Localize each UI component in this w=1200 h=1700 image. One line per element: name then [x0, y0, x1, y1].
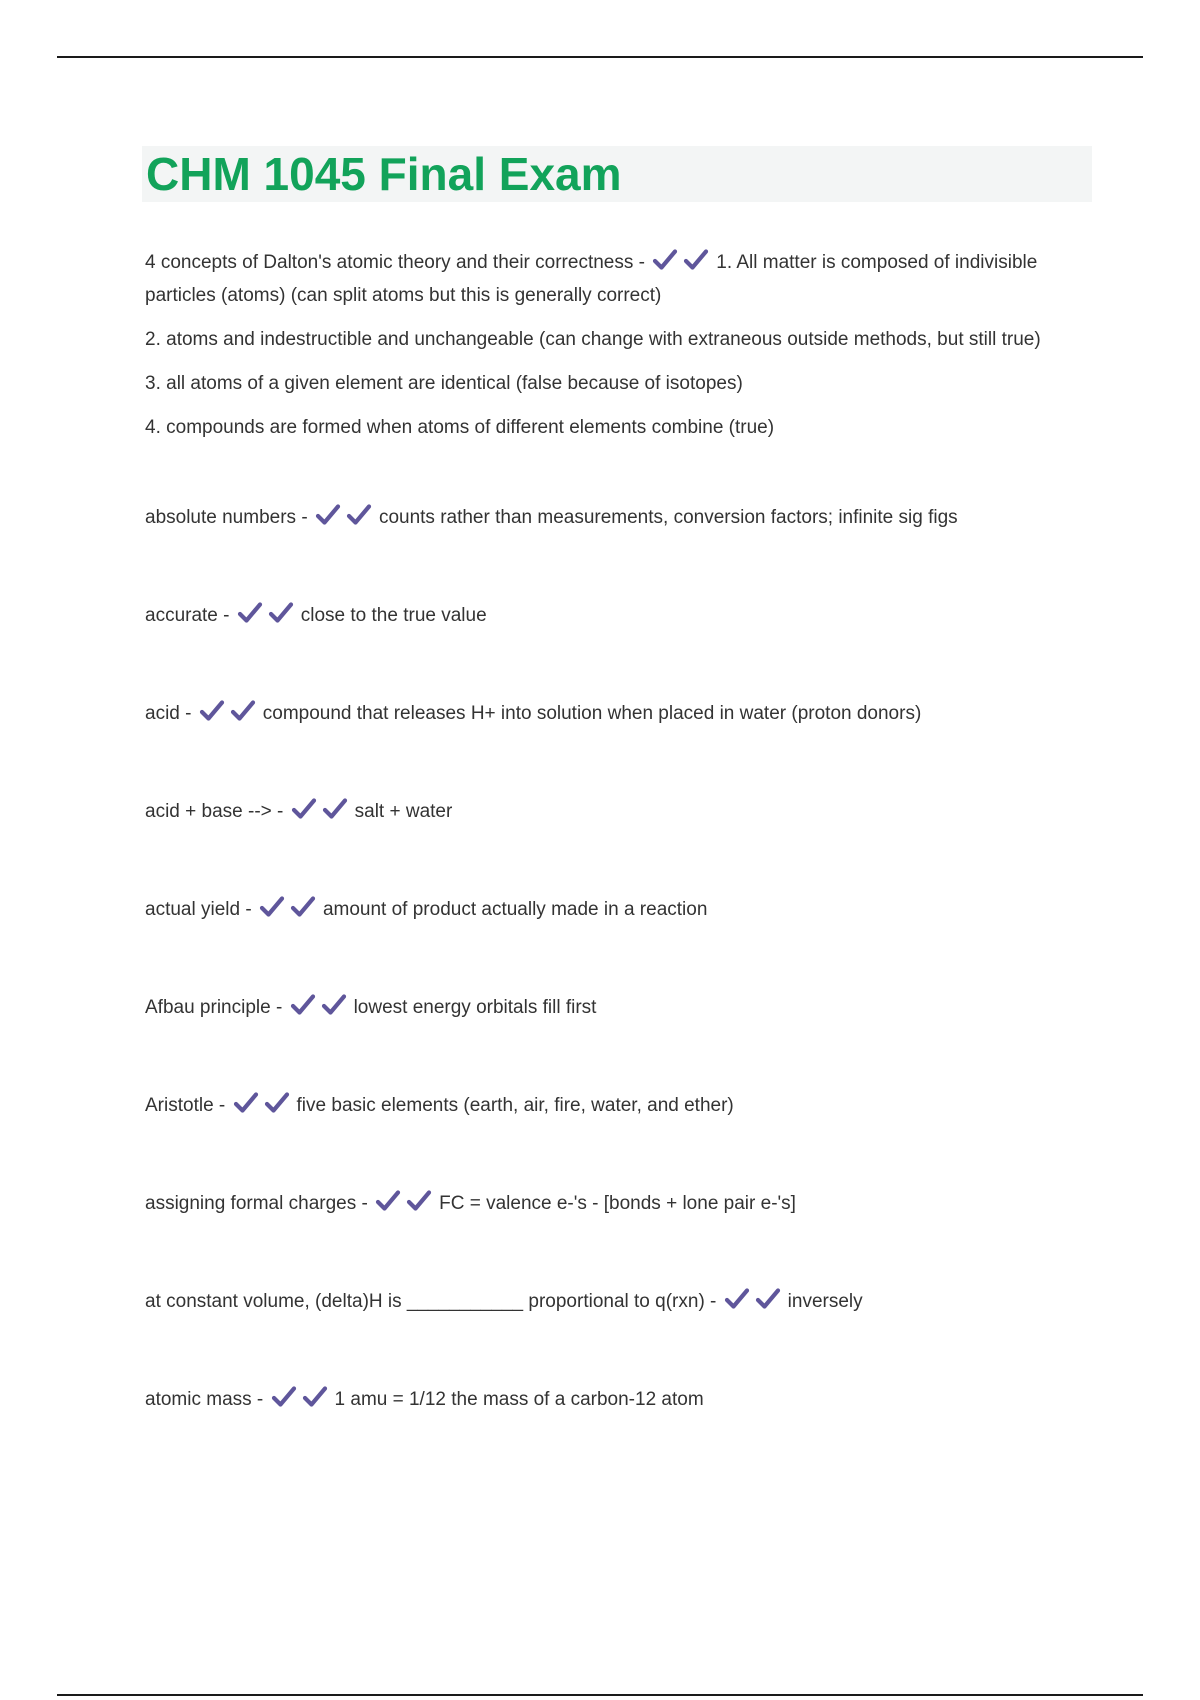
entry-text [145, 1287, 1075, 1320]
flashcard-entry [145, 1385, 1075, 1418]
double-checkmark-icon [199, 699, 261, 732]
checkmark-icon [683, 248, 709, 272]
entry-extra-line: 4. compounds are formed when atoms of different elements combine (true) [145, 417, 775, 438]
entry-term: Afbau principle - [145, 997, 283, 1018]
entry-term: 4 concepts of Dalton's atomic theory and their correctness - [145, 252, 645, 273]
checkmark-icon [291, 797, 317, 821]
double-checkmark-icon [724, 1287, 786, 1320]
checkmark-icon [322, 797, 348, 821]
flashcard-entry [145, 503, 1075, 536]
entry-extra-line: 2. atoms and indestructible and unchangeable (can change with extraneous outside methods, but still true) [145, 329, 1041, 350]
entry-term: assigning formal charges - [145, 1193, 368, 1214]
checkmark-icon [406, 1189, 432, 1213]
entry-text [145, 248, 1075, 310]
entry-text [145, 1189, 1075, 1222]
checkmark-icon [346, 503, 372, 527]
flashcard-entry [145, 1287, 1075, 1320]
flashcard-entry [145, 993, 1075, 1026]
entry-text [145, 895, 1075, 928]
flashcard-entry [145, 601, 1075, 634]
entry-text [145, 1091, 1075, 1124]
double-checkmark-icon [259, 895, 321, 928]
entry-text [145, 601, 1075, 634]
entry-definition: five basic elements (earth, air, fire, water, and ether) [296, 1095, 734, 1116]
double-checkmark-icon [271, 1385, 333, 1418]
flashcard-entry [145, 895, 1075, 928]
entry-definition: lowest energy orbitals fill first [353, 997, 597, 1018]
checkmark-icon [290, 993, 316, 1017]
entry-term: accurate - [145, 605, 230, 626]
checkmark-icon [264, 1091, 290, 1115]
double-checkmark-icon [290, 993, 352, 1026]
double-checkmark-icon [315, 503, 377, 536]
checkmark-icon [315, 503, 341, 527]
entry-definition: close to the true value [300, 605, 487, 626]
checkmark-icon [755, 1287, 781, 1311]
document-title: CHM 1045 Final Exam [146, 148, 622, 200]
entry-text [145, 1385, 1075, 1418]
entry-definition: amount of product actually made in a reaction [322, 899, 708, 920]
flashcard-entry [145, 1091, 1075, 1124]
checkmark-icon [237, 601, 263, 625]
entry-text [145, 699, 1075, 732]
entry-term: Aristotle - [145, 1095, 226, 1116]
flashcard-entry [145, 797, 1075, 830]
double-checkmark-icon [375, 1189, 437, 1222]
entry-text [145, 993, 1075, 1026]
flashcard-entry [145, 248, 1075, 442]
checkmark-icon [199, 699, 225, 723]
checkmark-icon [290, 895, 316, 919]
footer-rule [57, 1694, 1143, 1696]
double-checkmark-icon [291, 797, 353, 830]
entry-definition: 1 amu = 1/12 the mass of a carbon-12 atom [334, 1389, 704, 1410]
checkmark-icon [375, 1189, 401, 1213]
entry-definition: salt + water [354, 801, 453, 822]
checkmark-icon [233, 1091, 259, 1115]
checkmark-icon [230, 699, 256, 723]
double-checkmark-icon [237, 601, 299, 634]
double-checkmark-icon [233, 1091, 295, 1124]
flashcard-entry [145, 1189, 1075, 1222]
checkmark-icon [259, 895, 285, 919]
checkmark-icon [271, 1385, 297, 1409]
entry-term: actual yield - [145, 899, 252, 920]
checkmark-icon [652, 248, 678, 272]
entry-definition: 1. All matter is composed of indivisible particles (atoms) (can split atoms but this is generally correct) [145, 252, 1038, 306]
checkmark-icon [724, 1287, 750, 1311]
checkmark-icon [302, 1385, 328, 1409]
entry-term: absolute numbers - [145, 507, 308, 528]
flashcard-list [145, 248, 1075, 1418]
entry-definition: FC = valence e-'s - [bonds + lone pair e-'s] [439, 1193, 796, 1214]
flashcard-entry [145, 699, 1075, 732]
entry-definition: compound that releases H+ into solution when placed in water (proton donors) [262, 703, 922, 724]
double-checkmark-icon [652, 248, 714, 281]
checkmark-icon [268, 601, 294, 625]
entry-term: atomic mass - [145, 1389, 264, 1410]
entry-text [145, 797, 1075, 830]
entry-extra-line: 3. all atoms of a given element are identical (false because of isotopes) [145, 373, 743, 394]
entry-definition: counts rather than measurements, conversion factors; infinite sig figs [378, 507, 958, 528]
header-rule [57, 56, 1143, 58]
checkmark-icon [321, 993, 347, 1017]
entry-text [145, 503, 1075, 536]
entry-definition: inversely [787, 1291, 863, 1312]
entry-term: acid + base --> - [145, 801, 284, 822]
entry-term: at constant volume, (delta)H is ___________ proportional to q(rxn) - [145, 1291, 717, 1312]
entry-term: acid - [145, 703, 192, 724]
